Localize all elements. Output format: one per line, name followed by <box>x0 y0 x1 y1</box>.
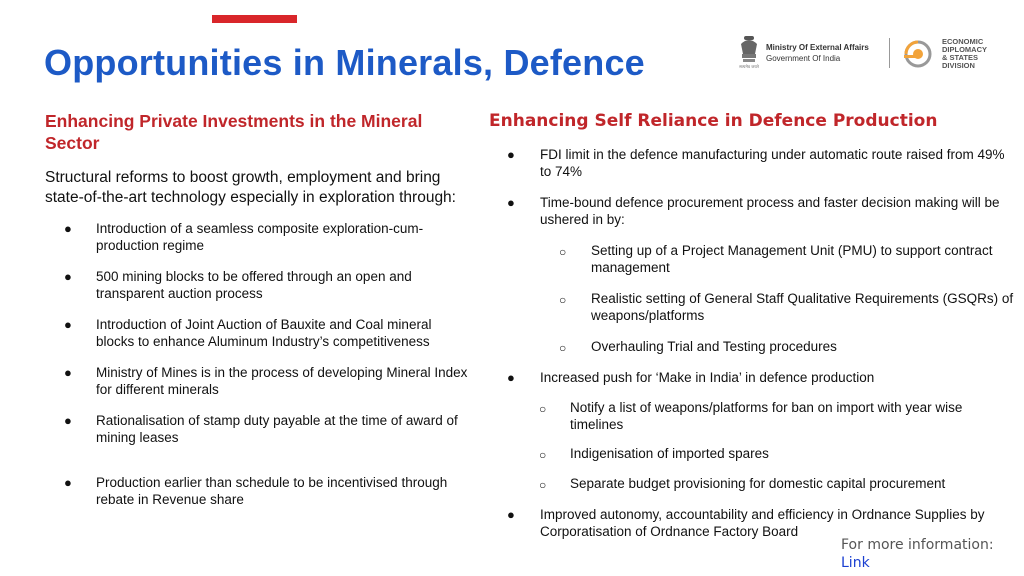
list-item-text: Production earlier than schedule to be incentivised through rebate in Revenue share <box>96 475 448 507</box>
list-item <box>489 506 1014 540</box>
list-item-text: Introduction of Joint Auction of Bauxite and Coal mineral blocks to enhance Aluminum Industry’s competitiveness <box>96 317 432 349</box>
list-item <box>489 369 1014 386</box>
list-item-text: Introduction of a seamless composite exploration-cum-production regime <box>96 221 424 253</box>
sub-list-item <box>489 475 1014 492</box>
list-item-text: Increased push for ‘Make in India’ in defence production <box>540 370 875 385</box>
bullet-dot-icon: ● <box>507 370 515 385</box>
bullet-dot-icon: ● <box>64 317 72 332</box>
list-item <box>45 268 470 302</box>
ministry-line2: Government Of India <box>766 54 841 63</box>
sub-list-item <box>489 242 1014 276</box>
emblem-caption: सत्यमेव जयते <box>739 64 759 69</box>
bullet-dot-icon: ● <box>507 507 515 522</box>
logo-divider <box>889 38 890 68</box>
defence-heading: Enhancing Self Reliance in Defence Production <box>489 111 938 131</box>
edsd-logo-icon <box>902 38 934 70</box>
bullet-dot-icon: ● <box>64 365 72 380</box>
list-item <box>45 220 470 254</box>
bullet-dot-icon: ● <box>64 269 72 284</box>
title-accent-bar <box>212 15 297 23</box>
list-item-text: Ministry of Mines is in the process of developing Mineral Index for different minerals <box>96 365 468 397</box>
list-item-text: 500 mining blocks to be offered through an open and transparent auction process <box>96 269 412 301</box>
bullet-dot-icon: ● <box>64 221 72 236</box>
division-name <box>942 38 987 70</box>
minerals-intro: Structural reforms to boost growth, employment and bring state-of-the-art technology especially in exploration through: <box>45 169 456 206</box>
list-item <box>45 364 470 398</box>
bullet-dot-icon: ● <box>64 413 72 428</box>
division-line: DIVISION <box>942 61 975 70</box>
bullet-dot-icon: ● <box>64 475 72 490</box>
bullet-dot-icon: ● <box>507 147 515 162</box>
list-item <box>45 412 470 446</box>
division-line: DIPLOMACY <box>942 45 987 54</box>
list-item-text: Notify a list of weapons/platforms for ban on import with year wise timelines <box>570 400 963 432</box>
list-item-text: Separate budget provisioning for domestic capital procurement <box>570 476 946 491</box>
bullet-ring-icon: ○ <box>539 448 547 462</box>
ministry-name <box>766 42 869 64</box>
list-item <box>489 146 1014 180</box>
division-line: & STATES <box>942 53 978 62</box>
list-item-text: Time-bound defence procurement process and faster decision making will be ushered in by: <box>540 195 1000 227</box>
list-item-text: Realistic setting of General Staff Qualitative Requirements (GSQRs) of weapons/platforms <box>591 291 1014 323</box>
bullet-ring-icon: ○ <box>559 341 567 355</box>
minerals-column <box>45 110 470 508</box>
list-item-text: Improved autonomy, accountability and efficiency in Ordnance Supplies by Corporatisation of Ordnance Factory Board <box>540 507 985 539</box>
slide-title: Opportunities in Minerals, Defence <box>44 42 645 83</box>
minerals-heading: Enhancing Private Investments in the Mineral Sector <box>45 111 423 153</box>
ministry-line1: Ministry Of External Affairs <box>766 43 869 52</box>
list-item-text: Rationalisation of stamp duty payable at the time of award of mining leases <box>96 413 458 445</box>
defence-list <box>489 146 1014 540</box>
list-item <box>45 474 470 508</box>
bullet-ring-icon: ○ <box>559 293 567 307</box>
bullet-ring-icon: ○ <box>539 478 547 492</box>
sub-list-item <box>489 399 1014 433</box>
bullet-ring-icon: ○ <box>559 245 567 259</box>
bullet-dot-icon: ● <box>507 195 515 210</box>
more-info <box>841 536 994 572</box>
list-item <box>45 316 470 350</box>
division-line: ECONOMIC <box>942 37 984 46</box>
list-item-text: Indigenisation of imported spares <box>570 446 769 461</box>
list-item-text: Overhauling Trial and Testing procedures <box>591 339 837 354</box>
list-item <box>489 194 1014 228</box>
sub-list-item <box>489 338 1014 355</box>
bullet-ring-icon: ○ <box>539 402 547 416</box>
sub-list-item <box>489 445 1014 462</box>
list-item-text: FDI limit in the defence manufacturing under automatic route raised from 49% to 74% <box>540 147 1005 179</box>
logo-area <box>738 34 1008 74</box>
more-info-link[interactable]: Link <box>841 555 870 571</box>
list-item-text: Setting up of a Project Management Unit (PMU) to support contract management <box>591 243 993 275</box>
defence-column <box>489 110 1014 540</box>
minerals-list <box>45 220 470 508</box>
national-emblem-icon <box>738 34 760 70</box>
sub-list-item <box>489 290 1014 324</box>
more-info-label: For more information: <box>841 537 994 553</box>
